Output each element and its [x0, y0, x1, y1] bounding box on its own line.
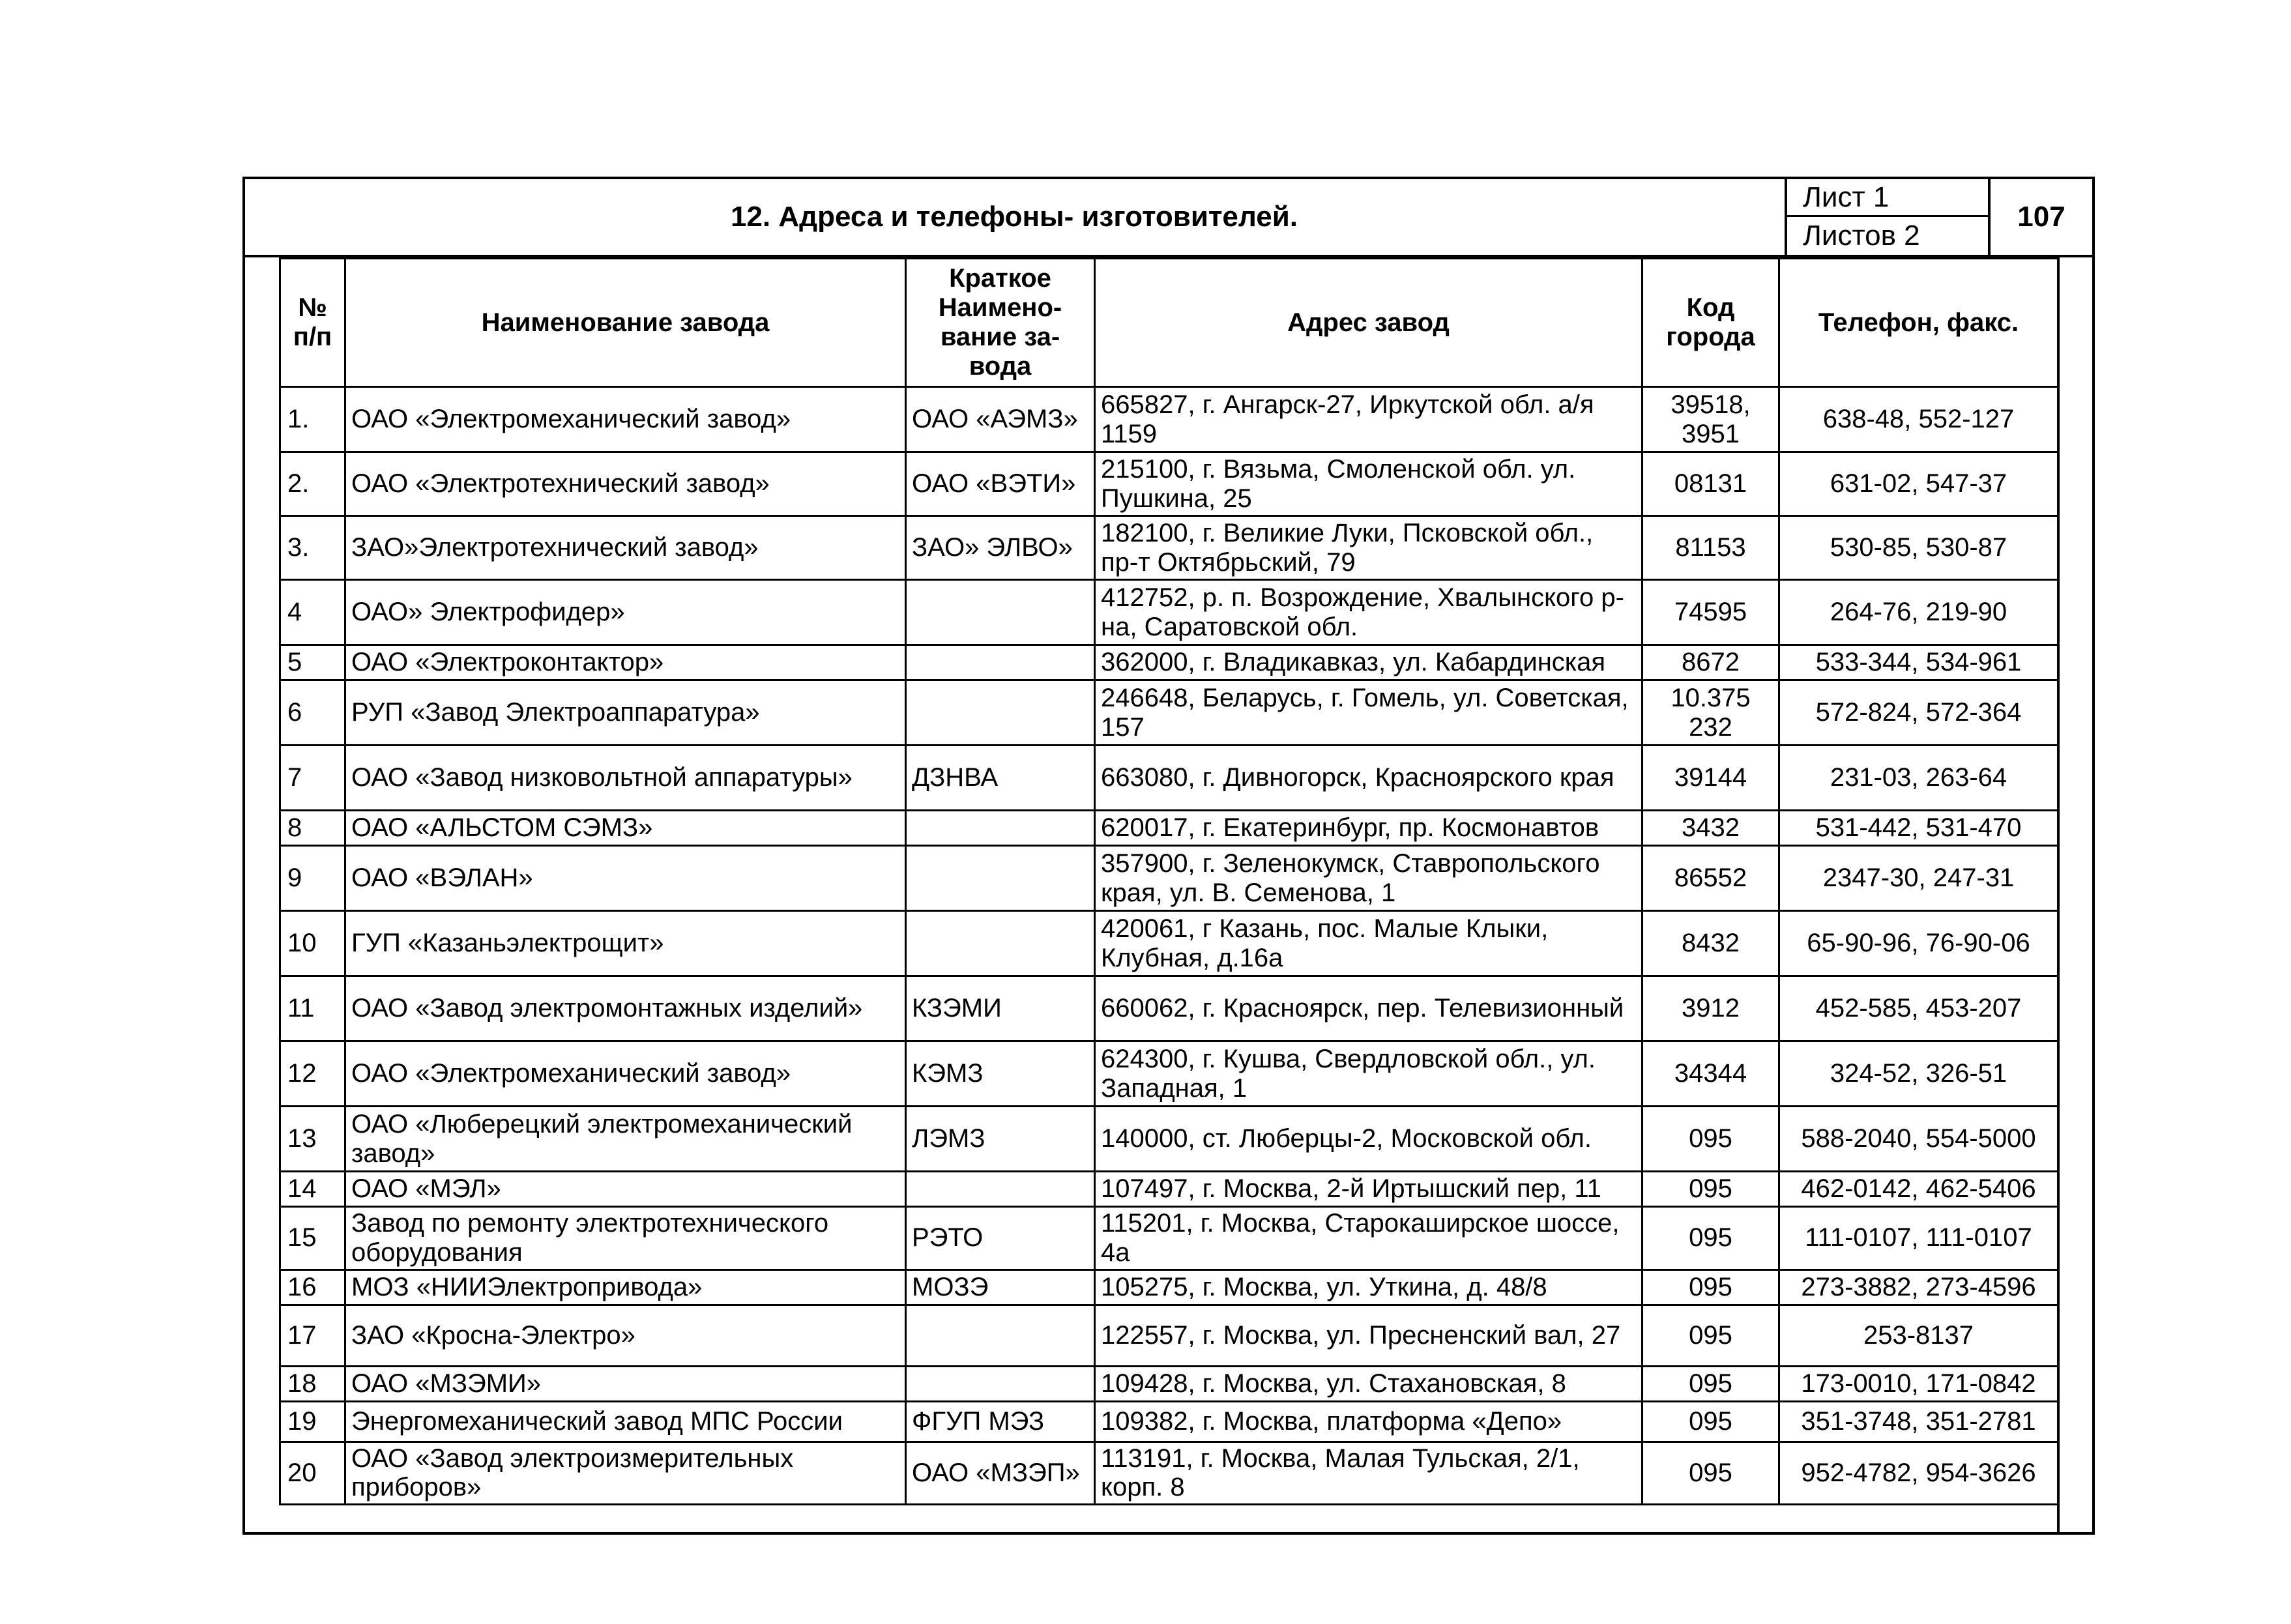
factory-address: 107497, г. Москва, 2-й Иртышский пер, 11: [1095, 1172, 1642, 1207]
factory-name: ОАО» Электрофидер»: [345, 580, 906, 645]
document-frame: [242, 177, 2095, 1535]
city-code: 39518, 3951: [1642, 387, 1779, 452]
factory-address: 663080, г. Дивногорск, Красноярского края: [1095, 746, 1642, 811]
factory-address: 115201, г. Москва, Старокаширское шоссе, 4а: [1095, 1207, 1642, 1270]
factory-address: 140000, ст. Люберцы-2, Московской обл.: [1095, 1107, 1642, 1172]
row-number: 4: [280, 580, 345, 645]
factory-name: ОАО «Завод электромонтажных изделий»: [345, 976, 906, 1041]
right-margin-strip: [2057, 257, 2092, 1535]
factory-name: ОАО «Электромеханический завод»: [345, 387, 906, 452]
row-number: 10: [280, 911, 345, 976]
factory-short-name: ЛЭМЗ: [906, 1107, 1095, 1172]
factory-short-name: ДЗНВА: [906, 746, 1095, 811]
phone-fax: 452-585, 453-207: [1779, 976, 2058, 1041]
city-code: 095: [1642, 1207, 1779, 1270]
factory-short-name: [906, 1366, 1095, 1401]
factory-address: 412752, р. п. Возрождение, Хвалынского р-на, Саратовской обл.: [1095, 580, 1642, 645]
factory-address: 660062, г. Красноярск, пер. Телевизионный: [1095, 976, 1642, 1041]
column-header-short-name: Краткое Наимено-вание за-вода: [906, 259, 1095, 387]
row-number: 15: [280, 1207, 345, 1270]
city-code: 81153: [1642, 516, 1779, 580]
factory-address: 620017, г. Екатеринбург, пр. Космонавтов: [1095, 811, 1642, 846]
row-number: 5: [280, 645, 345, 680]
row-number: 20: [280, 1442, 345, 1505]
factory-short-name: КЭМЗ: [906, 1041, 1095, 1107]
city-code: 8672: [1642, 645, 1779, 680]
factory-name: ОАО «АЛЬСТОМ СЭМЗ»: [345, 811, 906, 846]
factory-short-name: [906, 580, 1095, 645]
phone-fax: 530-85, 530-87: [1779, 516, 2058, 580]
column-header-number: № п/п: [280, 259, 345, 387]
phone-fax: 533-344, 534-961: [1779, 645, 2058, 680]
factory-name: РУП «Завод Электроаппаратура»: [345, 680, 906, 746]
phone-fax: 351-3748, 351-2781: [1779, 1401, 2058, 1442]
phone-fax: 952-4782, 954-3626: [1779, 1442, 2058, 1505]
row-number: 8: [280, 811, 345, 846]
city-code: 74595: [1642, 580, 1779, 645]
phone-fax: 173-0010, 171-0842: [1779, 1366, 2058, 1401]
factory-address: 109428, г. Москва, ул. Стахановская, 8: [1095, 1366, 1642, 1401]
factory-name: Энергомеханический завод МПС России: [345, 1401, 906, 1442]
factory-address: 420061, г Казань, пос. Малые Клыки, Клубная, д.16а: [1095, 911, 1642, 976]
factory-short-name: ОАО «ВЭТИ»: [906, 452, 1095, 516]
phone-fax: 531-442, 531-470: [1779, 811, 2058, 846]
factory-name: ОАО «Электромеханический завод»: [345, 1041, 906, 1107]
table-row: [280, 1305, 2058, 1366]
page-title: 12. Адреса и телефоны- изготовителей.: [730, 201, 1298, 233]
factory-short-name: ФГУП МЭЗ: [906, 1401, 1095, 1442]
phone-fax: 631-02, 547-37: [1779, 452, 2058, 516]
row-number: 3.: [280, 516, 345, 580]
city-code: 095: [1642, 1401, 1779, 1442]
factory-address: 362000, г. Владикавказ, ул. Кабардинская: [1095, 645, 1642, 680]
row-number: 16: [280, 1269, 345, 1305]
table-row: [280, 387, 2058, 452]
table-row: [280, 846, 2058, 911]
factory-address: 122557, г. Москва, ул. Пресненский вал, 27: [1095, 1305, 1642, 1366]
factory-name: ОАО «МЗЭМИ»: [345, 1366, 906, 1401]
row-number: 1.: [280, 387, 345, 452]
factory-short-name: ОАО «МЗЭП»: [906, 1442, 1095, 1505]
factory-address: 665827, г. Ангарск-27, Иркутской обл. а/я 1159: [1095, 387, 1642, 452]
table-row: [280, 580, 2058, 645]
phone-fax: 253-8137: [1779, 1305, 2058, 1366]
factory-short-name: [906, 645, 1095, 680]
row-number: 17: [280, 1305, 345, 1366]
factory-name: ОАО «Завод низковольтной аппаратуры»: [345, 746, 906, 811]
factory-address: 624300, г. Кушва, Свердловской обл., ул. Западная, 1: [1095, 1041, 1642, 1107]
factory-address: 113191, г. Москва, Малая Тульская, 2/1, корп. 8: [1095, 1442, 1642, 1505]
city-code: 095: [1642, 1269, 1779, 1305]
table-row: [280, 1172, 2058, 1207]
row-number: 19: [280, 1401, 345, 1442]
factory-name: ЗАО «Кросна-Электро»: [345, 1305, 906, 1366]
phone-fax: 273-3882, 273-4596: [1779, 1269, 2058, 1305]
factory-short-name: МОЗЭ: [906, 1269, 1095, 1305]
column-header-city-code: Код города: [1642, 259, 1779, 387]
phone-fax: 65-90-96, 76-90-06: [1779, 911, 2058, 976]
table-row: [280, 1269, 2058, 1305]
factory-short-name: [906, 1172, 1095, 1207]
row-number: 12: [280, 1041, 345, 1107]
factory-name: ОАО «Электротехнический завод»: [345, 452, 906, 516]
factory-name: ОАО «ВЭЛАН»: [345, 846, 906, 911]
phone-fax: 572-824, 572-364: [1779, 680, 2058, 746]
factory-short-name: РЭТО: [906, 1207, 1095, 1270]
city-code: 8432: [1642, 911, 1779, 976]
factory-short-name: [906, 680, 1095, 746]
factory-address: 109382, г. Москва, платформа «Депо»: [1095, 1401, 1642, 1442]
city-code: 86552: [1642, 846, 1779, 911]
factory-name: МОЗ «НИИЭлектропривода»: [345, 1269, 906, 1305]
factory-short-name: ОАО «АЭМЗ»: [906, 387, 1095, 452]
city-code: 10.375 232: [1642, 680, 1779, 746]
row-number: 7: [280, 746, 345, 811]
factory-name: ОАО «МЭЛ»: [345, 1172, 906, 1207]
phone-fax: 111-0107, 111-0107: [1779, 1207, 2058, 1270]
factory-address: 357900, г. Зеленокумск, Ставропольского края, ул. В. Семенова, 1: [1095, 846, 1642, 911]
factory-name: ЗАО»Электротехнический завод»: [345, 516, 906, 580]
phone-fax: 231-03, 263-64: [1779, 746, 2058, 811]
factory-name: Завод по ремонту электротехнического оборудования: [345, 1207, 906, 1270]
phone-fax: 588-2040, 554-5000: [1779, 1107, 2058, 1172]
city-code: 08131: [1642, 452, 1779, 516]
table-row: [280, 1442, 2058, 1505]
row-number: 2.: [280, 452, 345, 516]
row-number: 9: [280, 846, 345, 911]
sheets-total-label: Листов 2: [1803, 220, 1920, 252]
city-code: 095: [1642, 1442, 1779, 1505]
page-number: 107: [1988, 179, 2092, 255]
sheet-label: Лист 1: [1787, 179, 1988, 217]
factory-short-name: [906, 811, 1095, 846]
table-row: [280, 746, 2058, 811]
table-row: [280, 1401, 2058, 1442]
city-code: 39144: [1642, 746, 1779, 811]
factory-short-name: [906, 846, 1095, 911]
factory-name: ГУП «Казаньэлектрощит»: [345, 911, 906, 976]
factory-short-name: [906, 1305, 1095, 1366]
manufacturers-table: [279, 257, 2059, 1505]
table-row: [280, 1207, 2058, 1270]
left-margin-strip: [245, 257, 279, 1535]
row-number: 14: [280, 1172, 345, 1207]
table-row: [280, 911, 2058, 976]
table-row: [280, 680, 2058, 746]
city-code: 095: [1642, 1172, 1779, 1207]
factory-short-name: [906, 911, 1095, 976]
phone-fax: 638-48, 552-127: [1779, 387, 2058, 452]
table-row: [280, 1107, 2058, 1172]
phone-fax: 264-76, 219-90: [1779, 580, 2058, 645]
table-row: [280, 1366, 2058, 1401]
city-code: 3912: [1642, 976, 1779, 1041]
column-header-name: Наименование завода: [345, 259, 906, 387]
sheet-info: [1785, 179, 1988, 255]
phone-fax: 462-0142, 462-5406: [1779, 1172, 2058, 1207]
factory-address: 182100, г. Великие Луки, Псковской обл., пр-т Октябрьский, 79: [1095, 516, 1642, 580]
table-row: [280, 452, 2058, 516]
factory-short-name: КЗЭМИ: [906, 976, 1095, 1041]
factory-address: 105275, г. Москва, ул. Уткина, д. 48/8: [1095, 1269, 1642, 1305]
factory-name: ОАО «Завод электроизмерительных приборов»: [345, 1442, 906, 1505]
column-header-phone: Телефон, факс.: [1779, 259, 2058, 387]
table-row: [280, 1041, 2058, 1107]
city-code: 095: [1642, 1107, 1779, 1172]
table-row: [280, 811, 2058, 846]
table-body: [280, 387, 2058, 1505]
table-row: [280, 645, 2058, 680]
city-code: 095: [1642, 1305, 1779, 1366]
city-code: 3432: [1642, 811, 1779, 846]
row-number: 6: [280, 680, 345, 746]
factory-address: 246648, Беларусь, г. Гомель, ул. Советская, 157: [1095, 680, 1642, 746]
phone-fax: 324-52, 326-51: [1779, 1041, 2058, 1107]
title-block: [245, 179, 2092, 257]
row-number: 18: [280, 1366, 345, 1401]
column-header-address: Адрес завод: [1095, 259, 1642, 387]
table-row: [280, 516, 2058, 580]
factory-address: 215100, г. Вязьма, Смоленской обл. ул. Пушкина, 25: [1095, 452, 1642, 516]
city-code: 095: [1642, 1366, 1779, 1401]
table-header-row: [280, 259, 2058, 387]
table-row: [280, 976, 2058, 1041]
factory-short-name: ЗАО» ЭЛВО»: [906, 516, 1095, 580]
row-number: 13: [280, 1107, 345, 1172]
city-code: 34344: [1642, 1041, 1779, 1107]
factory-name: ОАО «Люберецкий электромеханический завод»: [345, 1107, 906, 1172]
phone-fax: 2347-30, 247-31: [1779, 846, 2058, 911]
factory-name: ОАО «Электроконтактор»: [345, 645, 906, 680]
row-number: 11: [280, 976, 345, 1041]
